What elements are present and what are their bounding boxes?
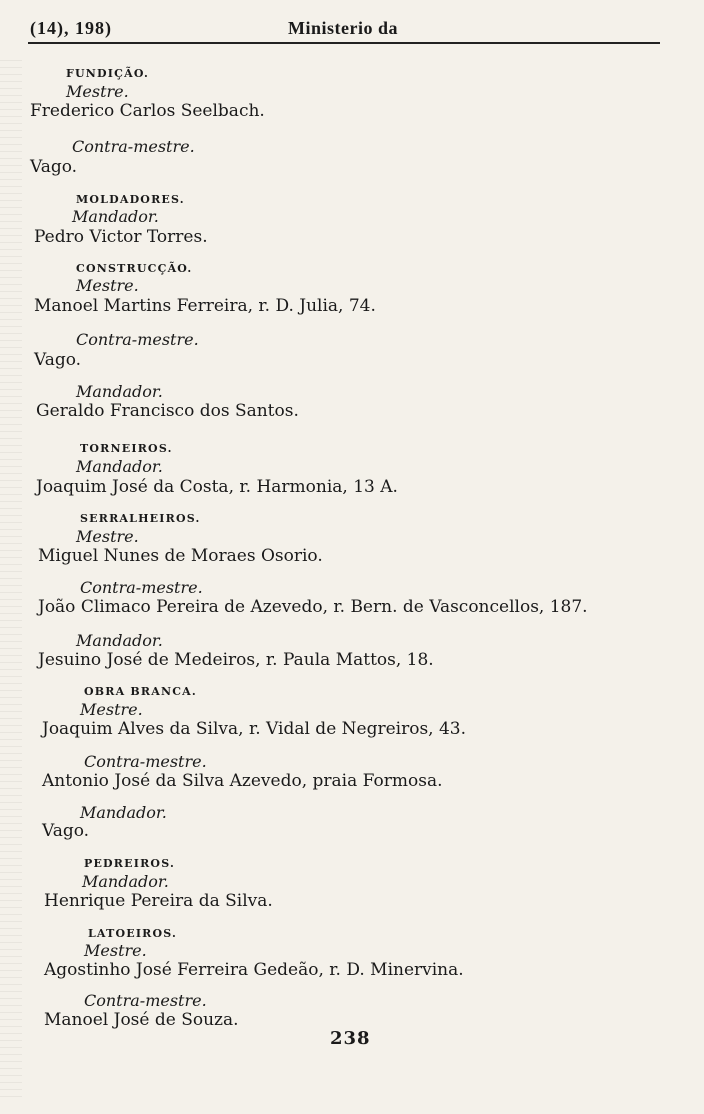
role-label: Mestre.: [76, 527, 139, 546]
role-label: Mandador.: [80, 803, 167, 822]
role-label: Mestre.: [80, 700, 143, 719]
person-entry: Joaquim José da Costa, r. Harmonia, 13 A.: [36, 477, 398, 497]
role-label: Mandador.: [76, 457, 163, 476]
section-heading: MOLDADORES.: [76, 193, 185, 206]
person-entry: Miguel Nunes de Moraes Osorio.: [38, 546, 323, 566]
person-entry: Antonio José da Silva Azevedo, praia Formosa.: [42, 771, 443, 791]
section-heading: PEDREIROS.: [84, 857, 175, 870]
role-label: Mandador.: [82, 872, 169, 891]
person-entry: Manoel José de Souza.: [44, 1010, 239, 1030]
section-heading: SERRALHEIROS.: [80, 512, 201, 525]
section-heading: TORNEIROS.: [80, 442, 173, 455]
person-entry: Vago.: [34, 350, 82, 370]
role-label: Mestre.: [66, 82, 129, 101]
section-heading: FUNDIÇÃO.: [66, 67, 149, 80]
person-entry: Vago.: [42, 821, 90, 841]
role-label: Contra-mestre.: [84, 991, 207, 1010]
role-label: Mandador.: [76, 382, 163, 401]
page-number: 238: [330, 1028, 371, 1049]
person-entry: Pedro Victor Torres.: [34, 227, 208, 247]
section-heading: CONSTRUCÇÃO.: [76, 262, 193, 275]
person-entry: Vago.: [30, 157, 78, 177]
header-page-ref: (14), 198): [30, 18, 112, 38]
person-entry: Joaquim Alves da Silva, r. Vidal de Negreiros, 43.: [42, 719, 467, 739]
role-label: Contra-mestre.: [72, 137, 195, 156]
role-label: Mestre.: [84, 941, 147, 960]
role-label: Contra-mestre.: [80, 578, 203, 597]
section-heading: LATOEIROS.: [88, 927, 178, 940]
person-entry: Agostinho José Ferreira Gedeão, r. D. Minervina.: [44, 960, 464, 980]
header-title: Ministerio da: [288, 18, 398, 38]
role-label: Contra-mestre.: [76, 330, 199, 349]
person-entry: Henrique Pereira da Silva.: [44, 891, 273, 911]
person-entry: Manoel Martins Ferreira, r. D. Julia, 74.: [34, 296, 376, 316]
role-label: Mandador.: [76, 631, 163, 650]
role-label: Mestre.: [76, 276, 139, 295]
person-entry: João Climaco Pereira de Azevedo, r. Bern. de Vasconcellos, 187.: [38, 597, 588, 617]
person-entry: Geraldo Francisco dos Santos.: [36, 401, 299, 421]
role-label: Contra-mestre.: [84, 752, 207, 771]
person-entry: Jesuino José de Medeiros, r. Paula Mattos, 18.: [38, 650, 434, 670]
person-entry: Frederico Carlos Seelbach.: [30, 101, 265, 121]
role-label: Mandador.: [72, 207, 159, 226]
section-heading: OBRA BRANCA.: [84, 685, 197, 698]
